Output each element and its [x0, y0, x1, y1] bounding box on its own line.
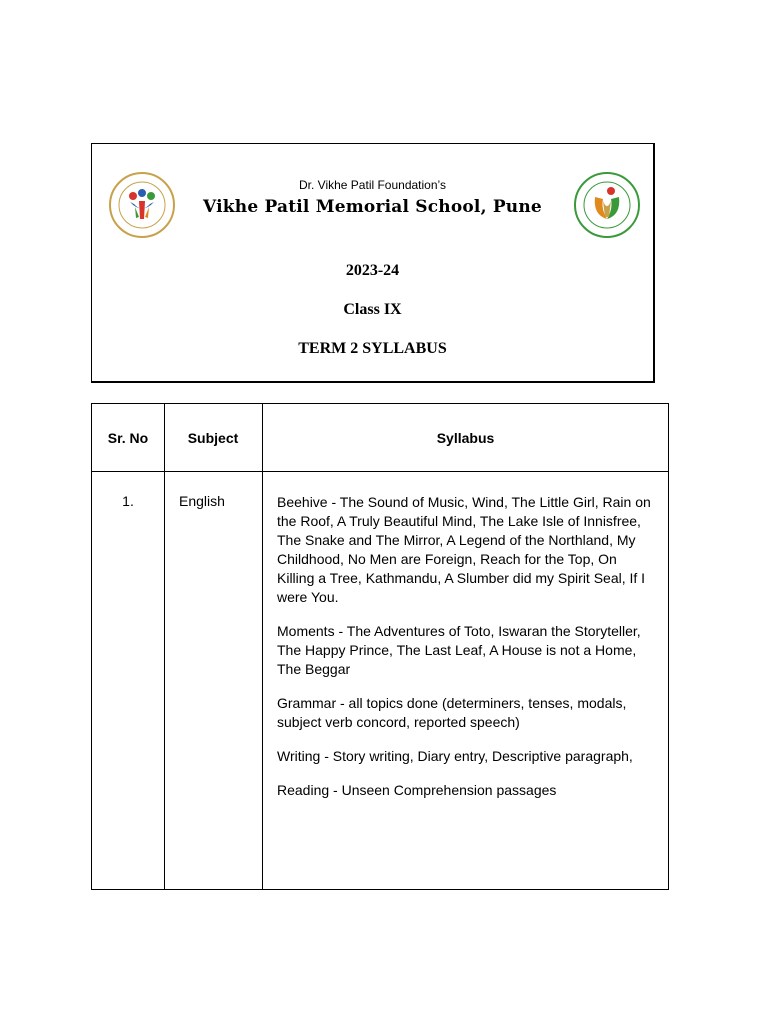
syllabus-moments: Moments - The Adventures of Toto, Iswaran the Storyteller, The Happy Prince, The Last Leaf, A House is not a Home, The Beggar: [277, 623, 641, 677]
header-subject: Subject: [165, 404, 263, 472]
syllabus-grammar: Grammar - all topics done (determiners, tenses, modals, subject verb concord, reported speech): [277, 695, 627, 730]
foundation-name: Dr. Vikhe Patil Foundation’s: [299, 178, 446, 192]
school-name: Vikhe Patil Memorial School, Pune: [203, 197, 542, 217]
sr-no-cell: 1.: [92, 472, 165, 890]
document-header: [91, 143, 655, 383]
header-sr-no: Sr. No: [92, 404, 165, 472]
academic-year: 2023-24: [345, 262, 400, 279]
subject-cell: English: [165, 472, 263, 890]
syllabus-reading: Reading - Unseen Comprehension passages: [277, 782, 557, 798]
syllabus-beehive: Beehive - The Sound of Music, Wind, The Little Girl, Rain on the Roof, A Truly Beautiful Mind, The Lake Isle of Innisfree, The Snake and The Mirror, A Legend of the Northland, My Childhood, No Men are Foreign, Reach for the Top, On Killing a Tree, Kathmandu, A Slumber did my Spirit Seal, If I were You.: [277, 494, 651, 605]
syllabus-cell: [263, 472, 669, 890]
syllabus-writing: Writing - Story writing, Diary entry, Descriptive paragraph,: [277, 748, 633, 764]
term-title: TERM 2 SYLLABUS: [298, 340, 447, 357]
table-row: [92, 472, 669, 890]
class-title: Class IX: [343, 301, 402, 318]
header-syllabus: Syllabus: [263, 404, 669, 472]
table-header-row: [92, 404, 669, 472]
syllabus-table: [91, 403, 669, 890]
